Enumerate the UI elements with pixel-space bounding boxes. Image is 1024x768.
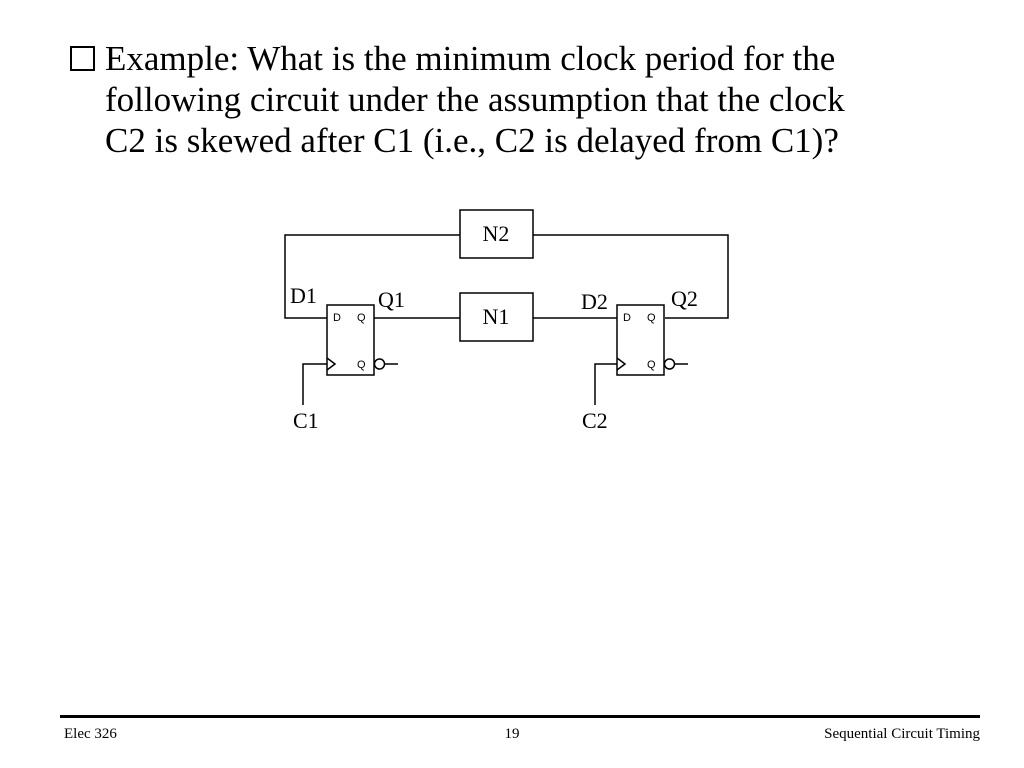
ff2-q-pin-label: Q bbox=[647, 312, 656, 324]
c2-label: C2 bbox=[582, 408, 608, 433]
bullet-line-1: Example: What is the minimum clock period for the bbox=[105, 39, 836, 78]
ff1-d-pin-label: D bbox=[333, 312, 341, 324]
c1-label: C1 bbox=[293, 408, 319, 433]
d2-label: D2 bbox=[581, 289, 608, 314]
c1-clock-wire bbox=[303, 364, 327, 405]
n1-label: N1 bbox=[482, 304, 510, 329]
q2-label: Q2 bbox=[671, 286, 698, 311]
footer-divider bbox=[60, 715, 980, 718]
ff1-qbar-pin-label: Q bbox=[357, 359, 366, 371]
ff1-qbar-bubble bbox=[375, 359, 385, 369]
ff2-qbar-bubble bbox=[665, 359, 675, 369]
footer-page-number: 19 bbox=[504, 726, 520, 742]
d1-label: D1 bbox=[290, 283, 317, 308]
ff1-clock-triangle bbox=[327, 358, 335, 370]
footer-topic: Sequential Circuit Timing bbox=[824, 726, 980, 742]
ff2-qbar-pin-label: Q bbox=[647, 359, 656, 371]
n2-label: N2 bbox=[482, 221, 510, 246]
bullet-line-2: following circuit under the assumption that the clock bbox=[105, 80, 845, 119]
footer-course: Elec 326 bbox=[64, 726, 117, 742]
ff2-d-pin-label: D bbox=[623, 312, 631, 324]
bullet-line-3: C2 is skewed after C1 (i.e., C2 is delayed from C1)? bbox=[105, 121, 839, 160]
ff1-q-pin-label: Q bbox=[357, 312, 366, 324]
q1-label: Q1 bbox=[378, 287, 405, 312]
c2-clock-wire bbox=[595, 364, 617, 405]
ff2-clock-triangle bbox=[617, 358, 625, 370]
